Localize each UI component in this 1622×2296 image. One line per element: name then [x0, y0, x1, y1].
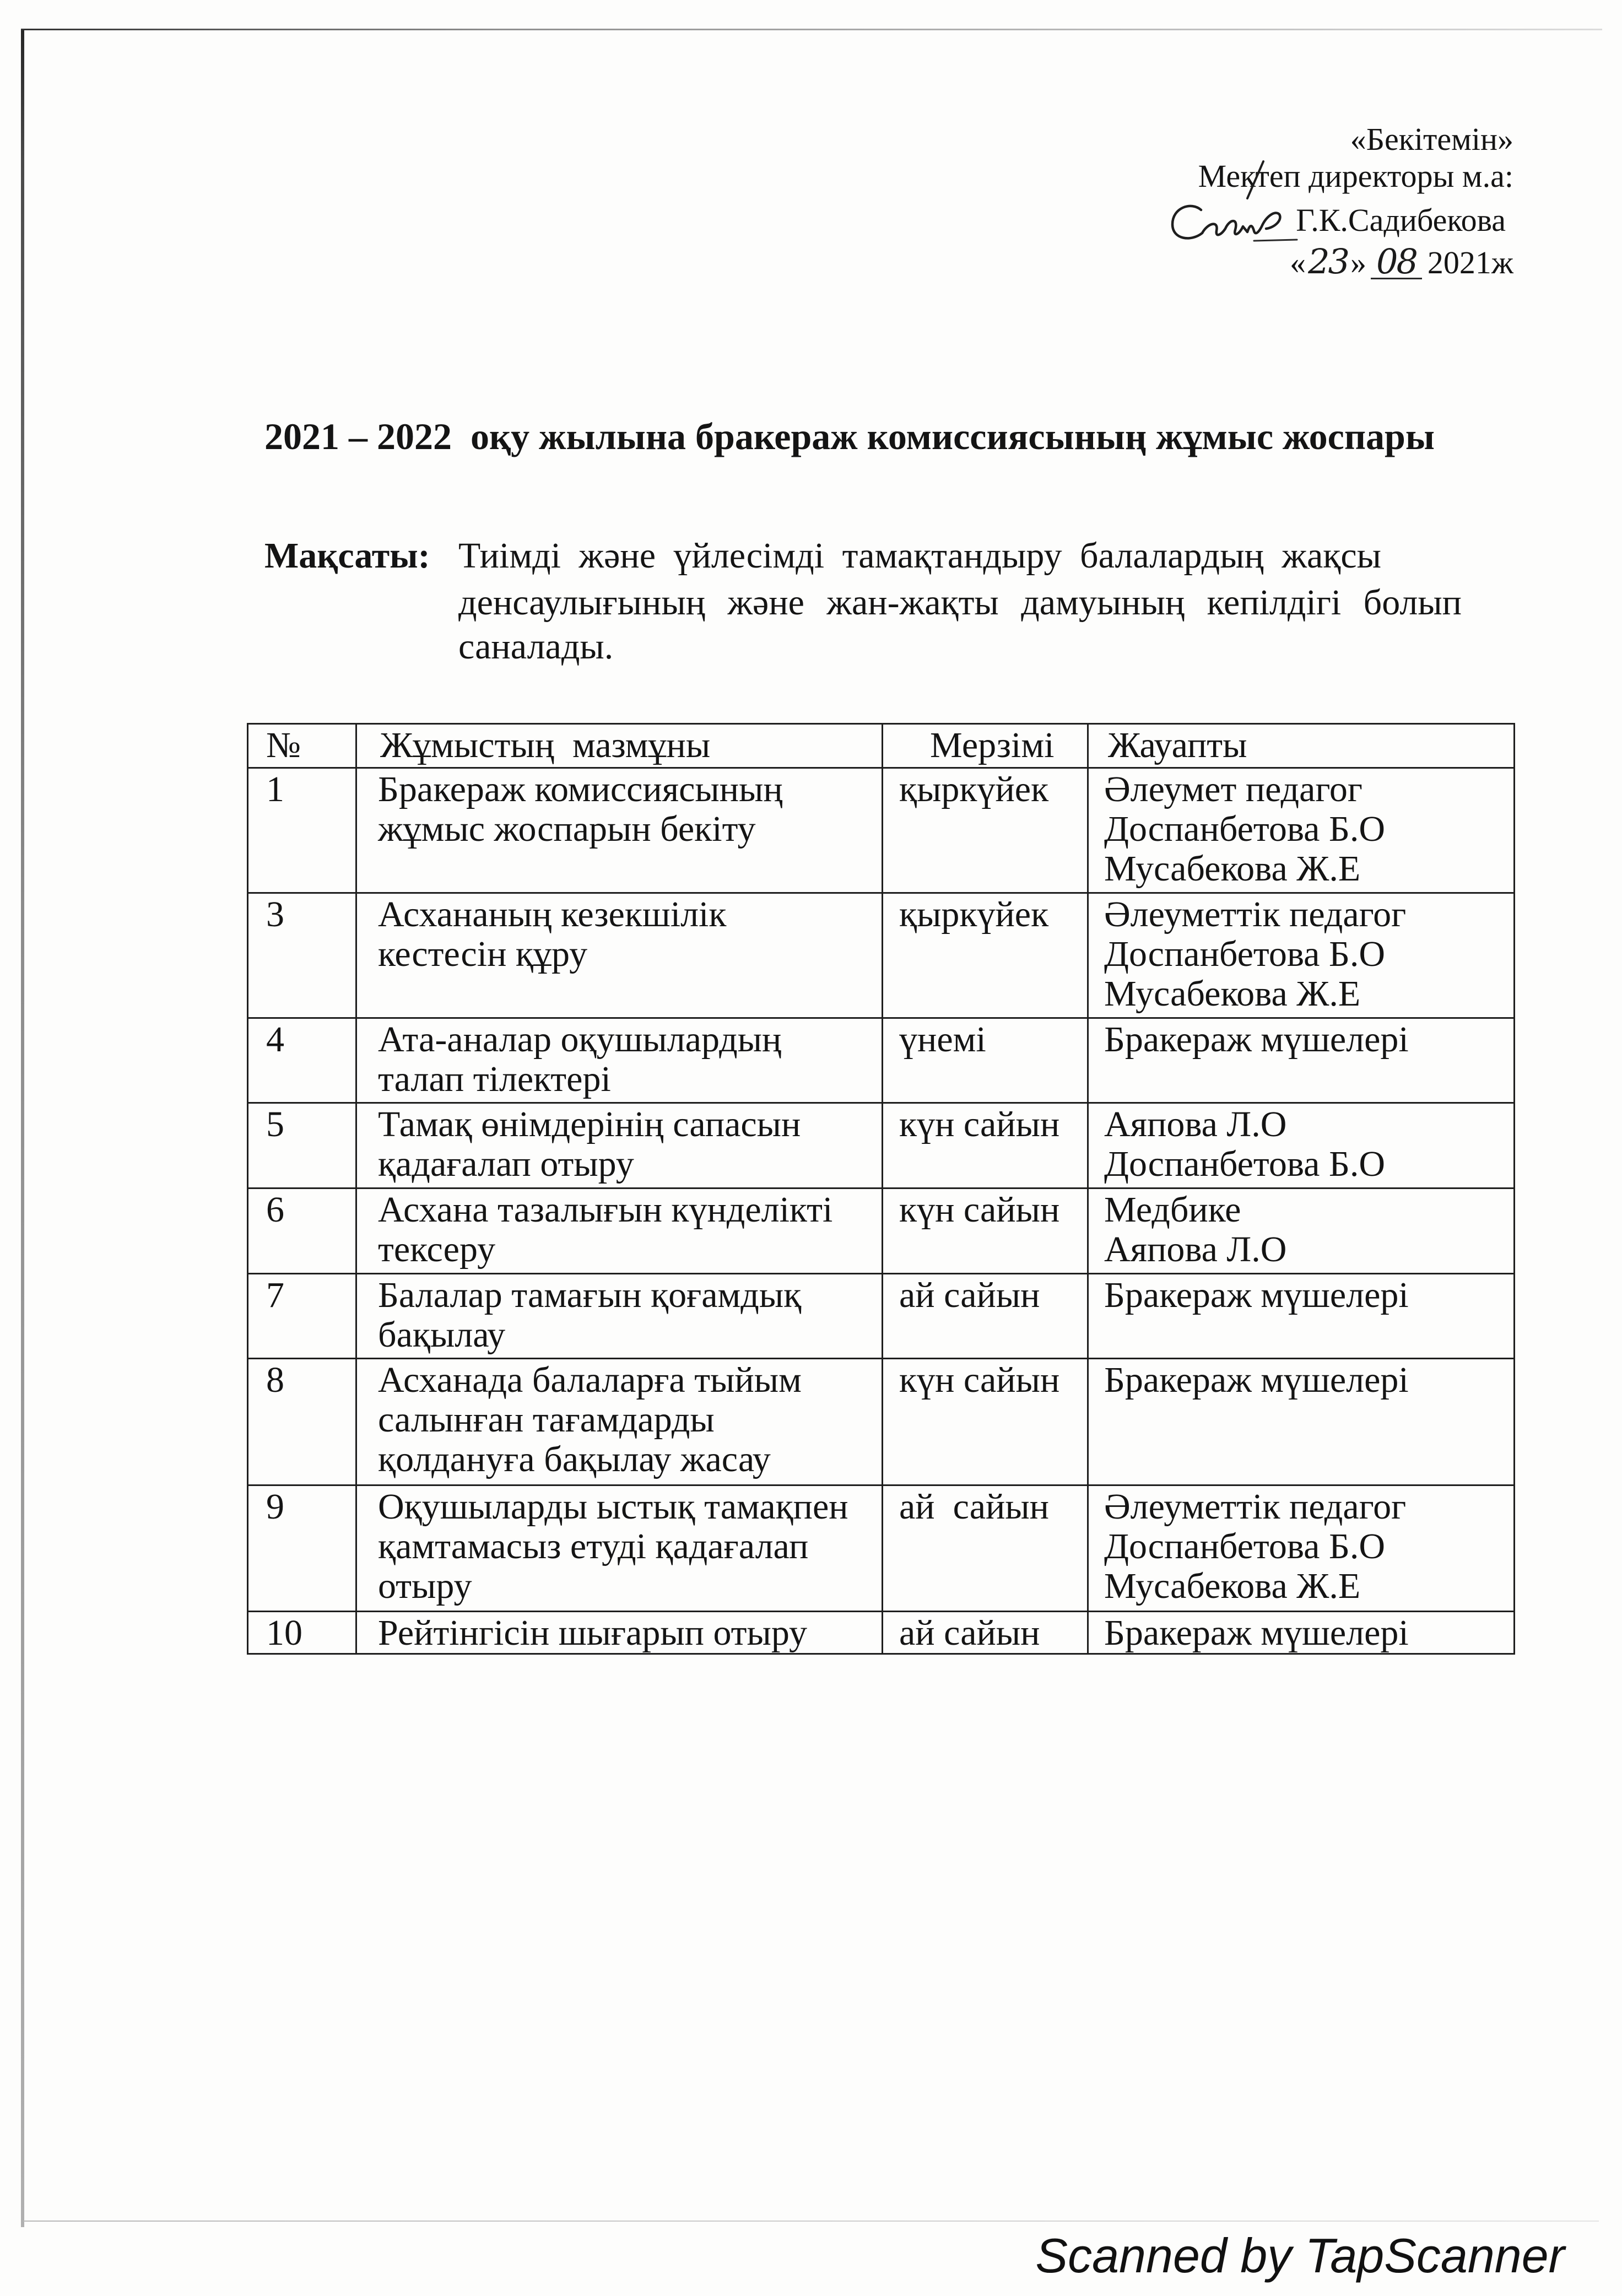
table-row [248, 1612, 1515, 1654]
cell-line: Рейтінгісін шығарып отыру [378, 1613, 807, 1653]
cell-content [356, 1103, 883, 1188]
date-close-quote: » [1350, 245, 1367, 280]
scan-edge-bottom [23, 2221, 1599, 2222]
cell-deadline: қыркүйек [883, 768, 1088, 893]
cell-line: Әлеуметтік педагог [1104, 894, 1407, 934]
cell-number: 3 [248, 893, 356, 1018]
cell-line: Асхананың кезекшілік [378, 894, 727, 934]
cell-content [356, 893, 883, 1018]
cell-line: Тамақ өнімдерінің сапасын [378, 1104, 801, 1144]
work-plan-table [247, 723, 1515, 1655]
header-responsible: Жауапты [1088, 724, 1515, 768]
cell-content [356, 1485, 883, 1612]
cell-line: отыру [378, 1566, 472, 1606]
cell-line: қамтамасыз етуді қадағалап [378, 1526, 809, 1566]
cell-line: қолдануға бақылау жасау [378, 1439, 771, 1479]
cell-line: Асханада балаларға тыйым [378, 1360, 802, 1400]
cell-line: Балалар тамағын қоғамдық [378, 1275, 802, 1315]
signature-stroke [1172, 206, 1280, 238]
cell-responsible [1088, 1103, 1515, 1188]
cell-deadline: ай сайын [883, 1485, 1088, 1612]
approval-date [1290, 241, 1513, 282]
cell-line: Доспанбетова Б.О [1104, 1526, 1386, 1566]
cell-line: Мусабекова Ж.Е [1104, 974, 1361, 1014]
header-content: Жұмыстың мазмұны [356, 724, 883, 768]
date-open-quote: « [1290, 245, 1306, 280]
cell-line: қадағалап отыру [378, 1144, 634, 1184]
header-number: № [248, 724, 356, 768]
cell-line: Доспанбетова Б.О [1104, 809, 1386, 849]
table-body [248, 724, 1515, 1654]
cell-number: 8 [248, 1359, 356, 1485]
scan-edge-left [21, 29, 24, 2227]
cell-content [356, 1018, 883, 1103]
header-deadline: Мерзімі [883, 724, 1088, 768]
cell-line: Әлеумет педагог [1104, 769, 1363, 809]
cell-line: Доспанбетова Б.О [1104, 934, 1386, 974]
table-row [248, 768, 1515, 893]
cell-deadline: ай сайын [883, 1612, 1088, 1654]
cell-line: Мусабекова Ж.Е [1104, 1566, 1361, 1606]
cell-number: 9 [248, 1485, 356, 1612]
cell-line: Ата-аналар оқушылардың [378, 1019, 782, 1060]
cell-line: Оқушыларды ыстық тамақпен [378, 1487, 848, 1527]
date-day-handwritten: 23 [1308, 241, 1349, 282]
table-row [248, 893, 1515, 1018]
cell-line: кестесін құру [378, 934, 588, 974]
cell-line: талап тілектері [378, 1059, 611, 1099]
date-month-handwritten: 08 [1371, 246, 1422, 279]
cell-responsible [1088, 1612, 1515, 1654]
cell-line: жұмыс жоспарын бекіту [378, 809, 756, 849]
cell-responsible [1088, 893, 1515, 1018]
table-row [248, 1188, 1515, 1274]
approval-heading: «Бекітемін» [1350, 121, 1513, 157]
cell-line: Аяпова Л.О [1104, 1104, 1287, 1144]
cell-line: бақылау [378, 1315, 506, 1355]
cell-line: Бракераж мүшелері [1104, 1613, 1409, 1653]
handwritten-signature [1157, 157, 1300, 253]
cell-line: Бракераж комиссиясының [378, 769, 783, 809]
cell-number: 7 [248, 1274, 356, 1359]
date-year: 2021ж [1427, 245, 1513, 280]
cell-deadline: күн сайын [883, 1359, 1088, 1485]
cell-line: Аяпова Л.О [1104, 1229, 1287, 1269]
goal-line: саналады. [458, 626, 614, 667]
signature-slash [1247, 161, 1263, 198]
cell-deadline: үнемі [883, 1018, 1088, 1103]
approval-position: Мектеп директоры м.а: [1198, 158, 1513, 194]
cell-number: 10 [248, 1612, 356, 1654]
cell-responsible [1088, 768, 1515, 893]
cell-line: Мусабекова Ж.Е [1104, 849, 1361, 889]
cell-line: Әлеуметтік педагог [1104, 1487, 1407, 1527]
cell-responsible [1088, 1359, 1515, 1485]
cell-line: Асхана тазалығын күнделікті [378, 1190, 833, 1230]
cell-line: Бракераж мүшелері [1104, 1019, 1409, 1060]
table-header-row [248, 724, 1515, 768]
cell-number: 1 [248, 768, 356, 893]
goal-label: Мақсаты: [264, 536, 430, 576]
scanner-watermark: Scanned by TapScanner [1035, 2228, 1565, 2283]
signature-underline [1254, 240, 1297, 241]
cell-responsible [1088, 1018, 1515, 1103]
approval-name: Г.К.Садибекова [1296, 202, 1506, 238]
cell-line: тексеру [378, 1229, 496, 1269]
cell-content [356, 1274, 883, 1359]
cell-number: 6 [248, 1188, 356, 1274]
cell-content [356, 768, 883, 893]
cell-responsible [1088, 1485, 1515, 1612]
goal-line: денсаулығының және жан-жақты дамуының кепілдігі болып [458, 582, 1462, 623]
cell-number: 5 [248, 1103, 356, 1188]
table-row [248, 1485, 1515, 1612]
cell-content [356, 1612, 883, 1654]
cell-line: Доспанбетова Б.О [1104, 1144, 1386, 1184]
cell-line: Бракераж мүшелері [1104, 1275, 1409, 1315]
cell-line: Бракераж мүшелері [1104, 1360, 1409, 1400]
cell-line: салынған тағамдарды [378, 1400, 715, 1440]
document-title: 2021 – 2022 оқу жылына бракераж комиссиясының жұмыс жоспары [264, 415, 1435, 457]
cell-deadline: күн сайын [883, 1103, 1088, 1188]
cell-responsible [1088, 1188, 1515, 1274]
table-row [248, 1274, 1515, 1359]
cell-responsible [1088, 1274, 1515, 1359]
cell-deadline: күн сайын [883, 1188, 1088, 1274]
cell-content [356, 1359, 883, 1485]
table-row [248, 1359, 1515, 1485]
goal-line: Тиімді және үйлесімді тамақтандыру балалардың жақсы [458, 536, 1381, 576]
cell-content [356, 1188, 883, 1274]
scan-edge-top [21, 29, 1602, 30]
cell-number: 4 [248, 1018, 356, 1103]
cell-line: Медбике [1104, 1190, 1241, 1230]
table-row [248, 1103, 1515, 1188]
cell-deadline: қыркүйек [883, 893, 1088, 1018]
table-row [248, 1018, 1515, 1103]
cell-deadline: ай сайын [883, 1274, 1088, 1359]
